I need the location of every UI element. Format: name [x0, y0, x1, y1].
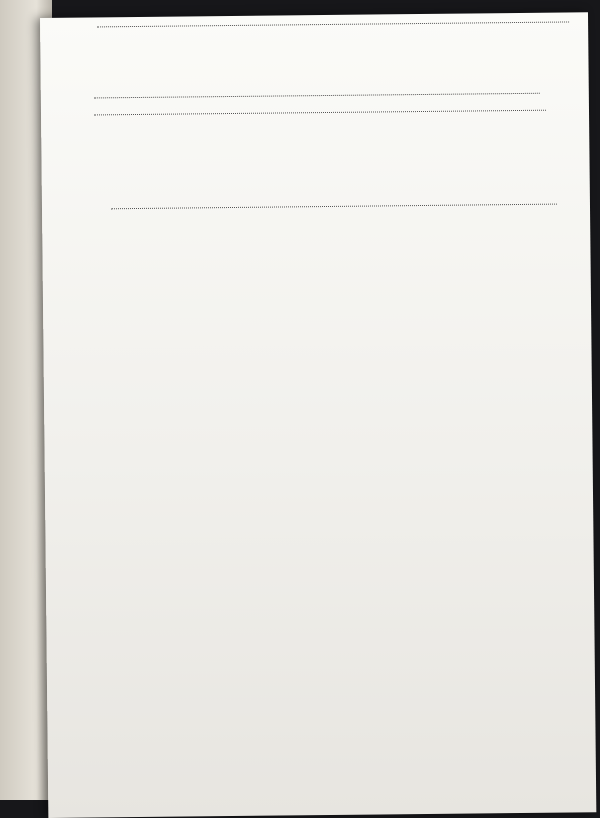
dot-leader [97, 12, 569, 27]
dot-leader [111, 196, 557, 210]
group-page-zero[interactable] [108, 196, 560, 210]
book-page [40, 12, 596, 818]
toc-title [40, 52, 588, 58]
group-page-main[interactable] [94, 12, 572, 27]
toc-entry-intro-2[interactable] [91, 102, 549, 116]
dot-leader [94, 102, 546, 116]
dot-leader [94, 85, 540, 99]
toc-entry-intro-1[interactable] [91, 85, 543, 99]
